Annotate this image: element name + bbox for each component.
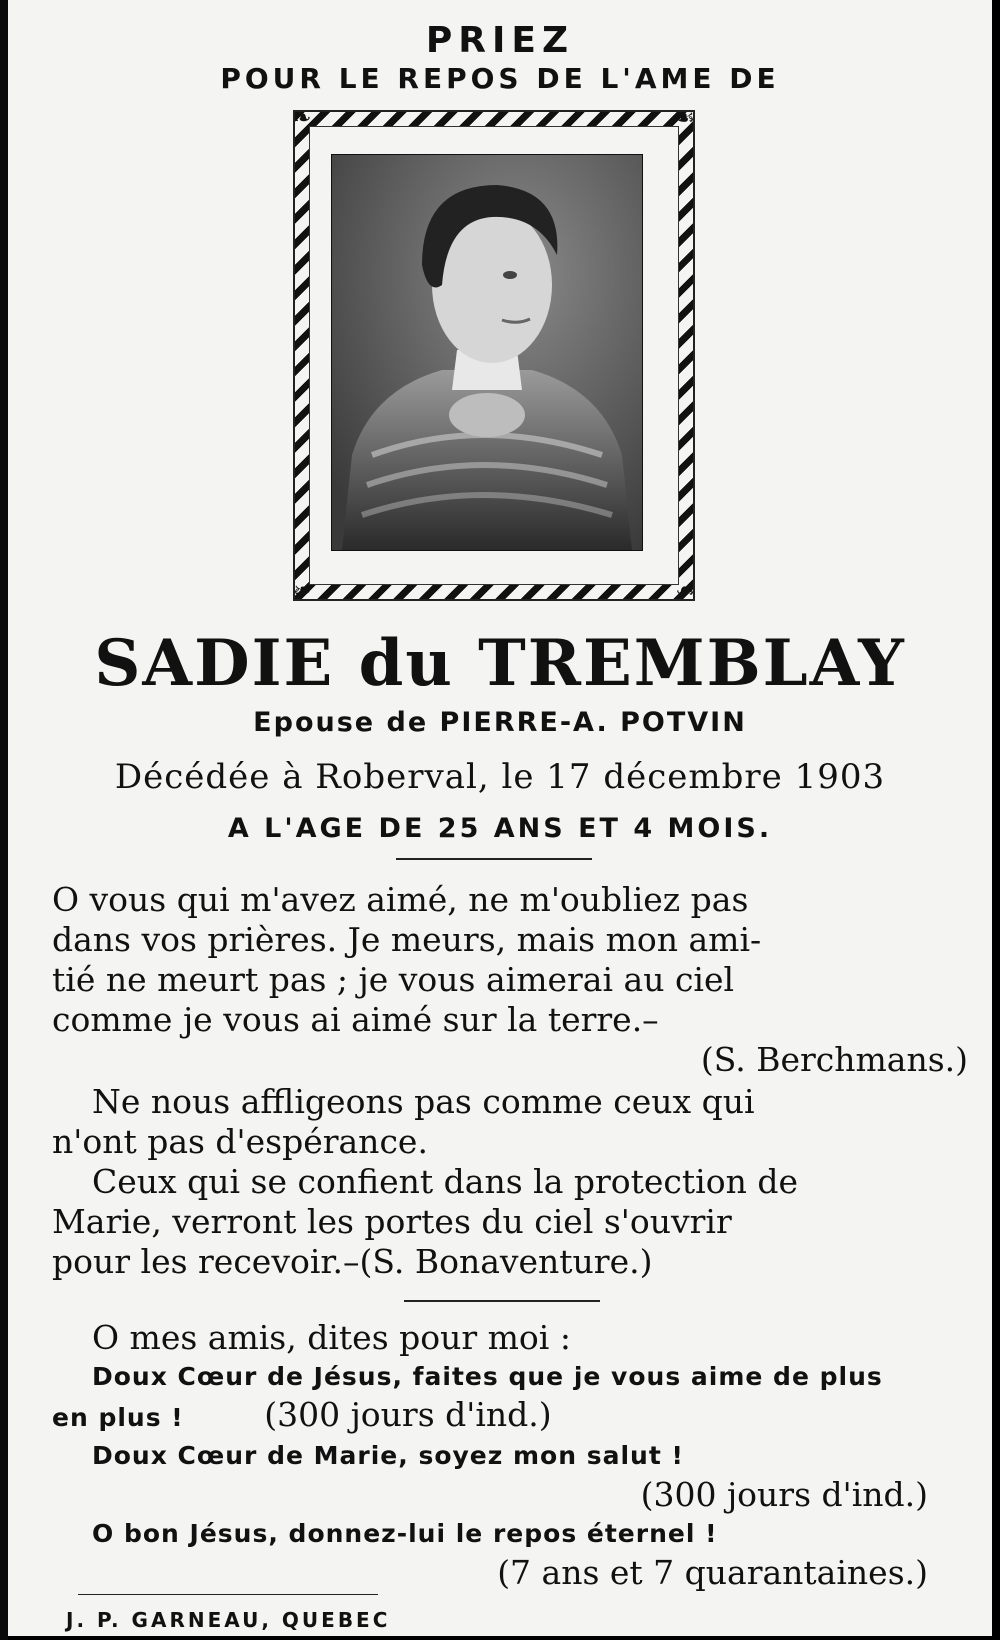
quote-bonaventure bbox=[52, 1162, 968, 1282]
age-line: A L'AGE DE 25 ANS ET 4 MOIS. bbox=[227, 813, 773, 844]
fleur-ornament-icon: ❧ bbox=[293, 579, 312, 604]
indulgence: (300 jours d'ind.) bbox=[640, 1475, 928, 1514]
indulgence: (7 ans et 7 quarantaines.) bbox=[497, 1553, 928, 1592]
woman-portrait-icon bbox=[332, 155, 642, 550]
quote-berchmans bbox=[52, 880, 968, 1080]
printer-imprint: J. P. GARNEAU, QUEBEC bbox=[66, 1608, 391, 1632]
indulgence: (300 jours d'ind.) bbox=[264, 1395, 552, 1434]
prayers bbox=[52, 1318, 968, 1593]
quote-line: comme je vous ai aimé sur la terre.– bbox=[52, 1000, 659, 1039]
header-title: PRIEZ bbox=[425, 20, 575, 61]
prayer-line: Doux Cœur de Marie, soyez mon salut ! bbox=[92, 1441, 684, 1470]
quote-attribution: (S. Berchmans.) bbox=[700, 1040, 968, 1079]
quote-line: Ceux qui se confient dans la protection de bbox=[92, 1162, 798, 1201]
prayer-line-wrap bbox=[52, 1396, 968, 1437]
memorial-card bbox=[8, 0, 992, 1636]
fleur-ornament-icon: ☙ bbox=[675, 579, 695, 604]
quote-line: tié ne meurt pas ; je vous aimerai au ciel bbox=[52, 960, 735, 999]
divider bbox=[78, 1594, 378, 1595]
portrait-frame bbox=[293, 106, 695, 604]
spouse-name: PIERRE-A. POTVIN bbox=[439, 707, 747, 738]
prayer-text: en plus ! bbox=[52, 1403, 184, 1432]
divider bbox=[404, 1300, 600, 1302]
fleur-ornament-icon: ☙ bbox=[675, 106, 695, 131]
prayer-line: O bon Jésus, donnez-lui le repos éternel ! bbox=[92, 1519, 718, 1548]
spouse-prefix: Epouse de bbox=[253, 707, 429, 738]
quote-line: Marie, verront les portes du ciel s'ouvrir bbox=[52, 1202, 732, 1241]
quote-line: pour les recevoir.–(S. Bonaventure.) bbox=[52, 1242, 653, 1281]
spouse-line bbox=[8, 707, 992, 738]
quote-line: n'ont pas d'espérance. bbox=[52, 1122, 428, 1161]
quote-line: Ne nous affligeons pas comme ceux qui bbox=[92, 1082, 755, 1121]
card-edge bbox=[0, 0, 8, 1640]
divider bbox=[396, 858, 592, 860]
prayers-intro: O mes amis, dites pour moi : bbox=[92, 1318, 571, 1357]
quote-line: dans vos prières. Je meurs, mais mon ami- bbox=[52, 920, 762, 959]
fleur-ornament-icon: ❧ bbox=[293, 106, 312, 131]
quote-esperance bbox=[52, 1082, 968, 1162]
deceased-name: SADIE du TREMBLAY bbox=[94, 626, 906, 701]
portrait-photo bbox=[331, 154, 643, 551]
death-line: Décédée à Roberval, le 17 décembre 1903 bbox=[114, 757, 886, 797]
header-subtitle: POUR LE REPOS DE L'AME DE bbox=[220, 62, 780, 95]
prayer-line: Doux Cœur de Jésus, faites que je vous aime de plus bbox=[92, 1362, 883, 1391]
quote-line: O vous qui m'avez aimé, ne m'oubliez pas bbox=[52, 880, 749, 919]
